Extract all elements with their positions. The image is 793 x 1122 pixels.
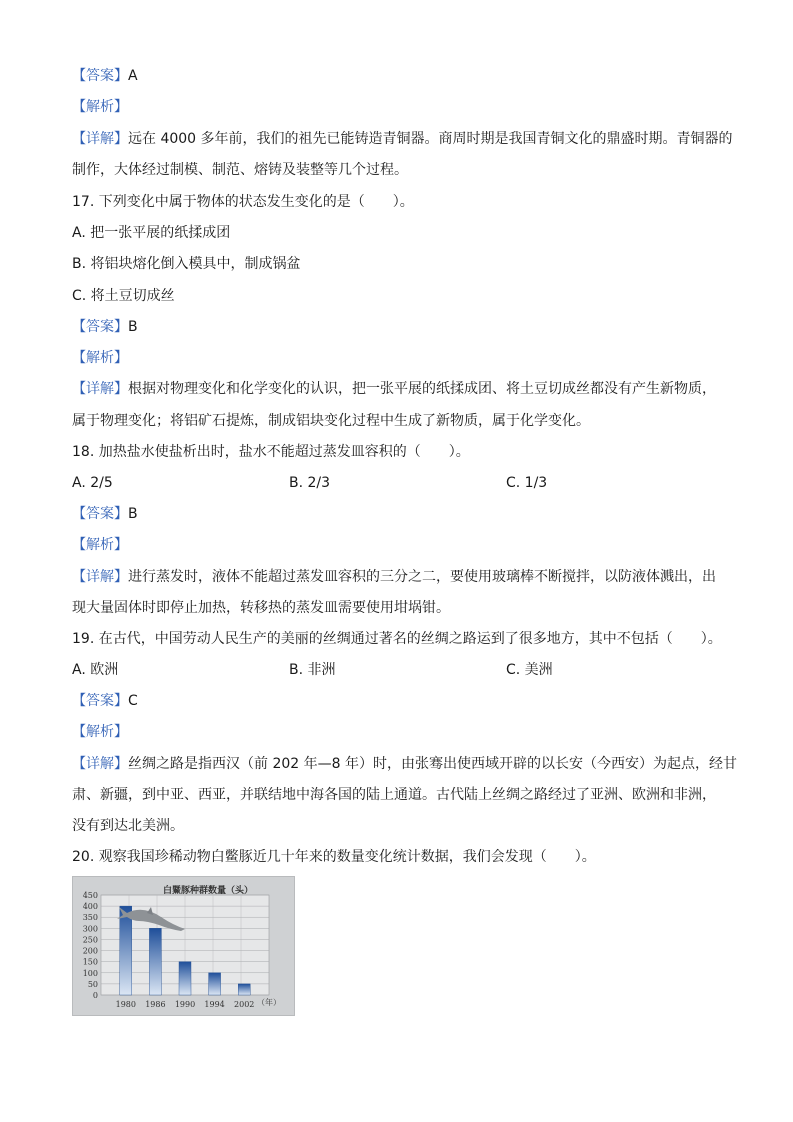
q16-answer-line [72,66,138,86]
y-tick-label: 50 [87,979,98,989]
detail-tag: 【详解】 [72,756,128,772]
q18-option-b: B. 2/3 [289,475,331,491]
q19-detail-line-3: 没有到达北美洲。 [72,818,184,834]
q19-question: 19. 在古代，中国劳动人民生产的美丽的丝绸通过著名的丝绸之路运到了很多地方，其中不包括（ ）。 [72,631,722,647]
q18-detail-line-2: 现大量固体时即停止加热，转移热的蒸发皿需要使用坩埚钳。 [72,600,450,616]
chart-svg [73,877,294,1015]
y-tick-label: 300 [82,924,98,934]
x-tick-label: 1994 [204,1000,225,1009]
x-tick-label: 1990 [174,1000,196,1009]
q19-detail-line-2: 肃、新疆，到中亚、西亚，并联结地中海各国的陆上通道。古代陆上丝绸之路经过了亚洲、欧洲和非洲， [72,787,716,803]
y-tick-label: 0 [92,991,98,1000]
q17-detail-line-1 [72,379,716,399]
x-tick-label: 1980 [115,1000,136,1009]
y-tick-label: 250 [82,935,98,945]
bar-2002 [238,984,250,995]
answer-tag: 【答案】 [72,506,128,522]
chart-title: 白鱀豚种群数量（头） [162,886,254,896]
detail-text: 进行蒸发时，液体不能超过蒸发皿容积的三分之二，要使用玻璃棒不断搅拌，以防液体溅出，出 [128,569,716,585]
detail-text: 根据对物理变化和化学变化的认识，把一张平展的纸揉成团、将土豆切成丝都没有产生新物质， [128,381,716,397]
q19-option-a: A. 欧洲 [72,662,119,678]
bar-1990 [179,962,191,995]
y-tick-label: 100 [82,968,98,978]
q18-option-a: A. 2/5 [72,475,113,491]
q18-option-c: C. 1/3 [506,475,548,491]
q17-option-a: A. 把一张平展的纸揉成团 [72,225,231,241]
analysis-tag: 【解析】 [72,99,128,115]
population-bar-chart [72,876,295,1016]
bar-1986 [149,928,161,995]
q19-answer-line [72,691,138,711]
q19-option-b: B. 非洲 [289,662,336,678]
x-axis-unit: （年） [257,998,281,1007]
q18-detail-line-1 [72,567,716,587]
detail-text: 丝绸之路是指西汉（前 202 年—8 年）时，由张骞出使西域开辟的以长安（今西安）为起点，经甘 [128,756,737,772]
q17-option-c: C. 将土豆切成丝 [72,288,175,304]
x-tick-label: 1986 [145,1000,166,1009]
answer-value: B [128,319,138,335]
answer-value: B [128,506,138,522]
x-tick-label: 2002 [234,1000,255,1009]
answer-value: A [128,68,138,84]
bar-1994 [209,973,221,995]
analysis-tag: 【解析】 [72,537,128,553]
y-axis-ticks [83,891,98,1000]
q19-detail-line-1 [72,754,737,774]
answer-tag: 【答案】 [72,693,128,709]
detail-tag: 【详解】 [72,569,128,585]
q19-option-c: C. 美洲 [506,662,553,678]
q18-answer-line [72,504,138,524]
analysis-tag: 【解析】 [72,350,128,366]
y-tick-label: 400 [82,902,98,912]
q17-detail-line-2: 属于物理变化；将铝矿石提炼，制成铝块变化过程中生成了新物质，属于化学变化。 [72,413,590,429]
y-tick-label: 200 [82,946,98,956]
q17-option-b: B. 将铝块熔化倒入模具中，制成锅盆 [72,256,301,272]
y-tick-label: 450 [82,891,98,900]
q17-question: 17. 下列变化中属于物体的状态发生变化的是（ ）。 [72,194,414,210]
q17-answer-line [72,317,138,337]
analysis-tag: 【解析】 [72,724,128,740]
detail-text: 远在 4000 多年前，我们的祖先已能铸造青铜器。商周时期是我国青铜文化的鼎盛时期。青铜器的 [128,131,733,147]
bar-1980 [120,906,132,995]
x-axis-ticks [116,1000,255,1009]
answer-value: C [128,693,138,709]
answer-tag: 【答案】 [72,68,128,84]
y-tick-label: 150 [82,957,98,967]
y-tick-label: 350 [82,913,98,923]
q18-question: 18. 加热盐水使盐析出时，盐水不能超过蒸发皿容积的（ ）。 [72,444,470,460]
detail-tag: 【详解】 [72,131,128,147]
q16-detail-line-2: 制作，大体经过制模、制范、熔铸及装整等几个过程。 [72,162,408,178]
q16-detail-line-1 [72,129,733,149]
q20-question: 20. 观察我国珍稀动物白鳖豚近几十年来的数量变化统计数据，我们会发现（ ）。 [72,849,596,865]
answer-tag: 【答案】 [72,319,128,335]
detail-tag: 【详解】 [72,381,128,397]
